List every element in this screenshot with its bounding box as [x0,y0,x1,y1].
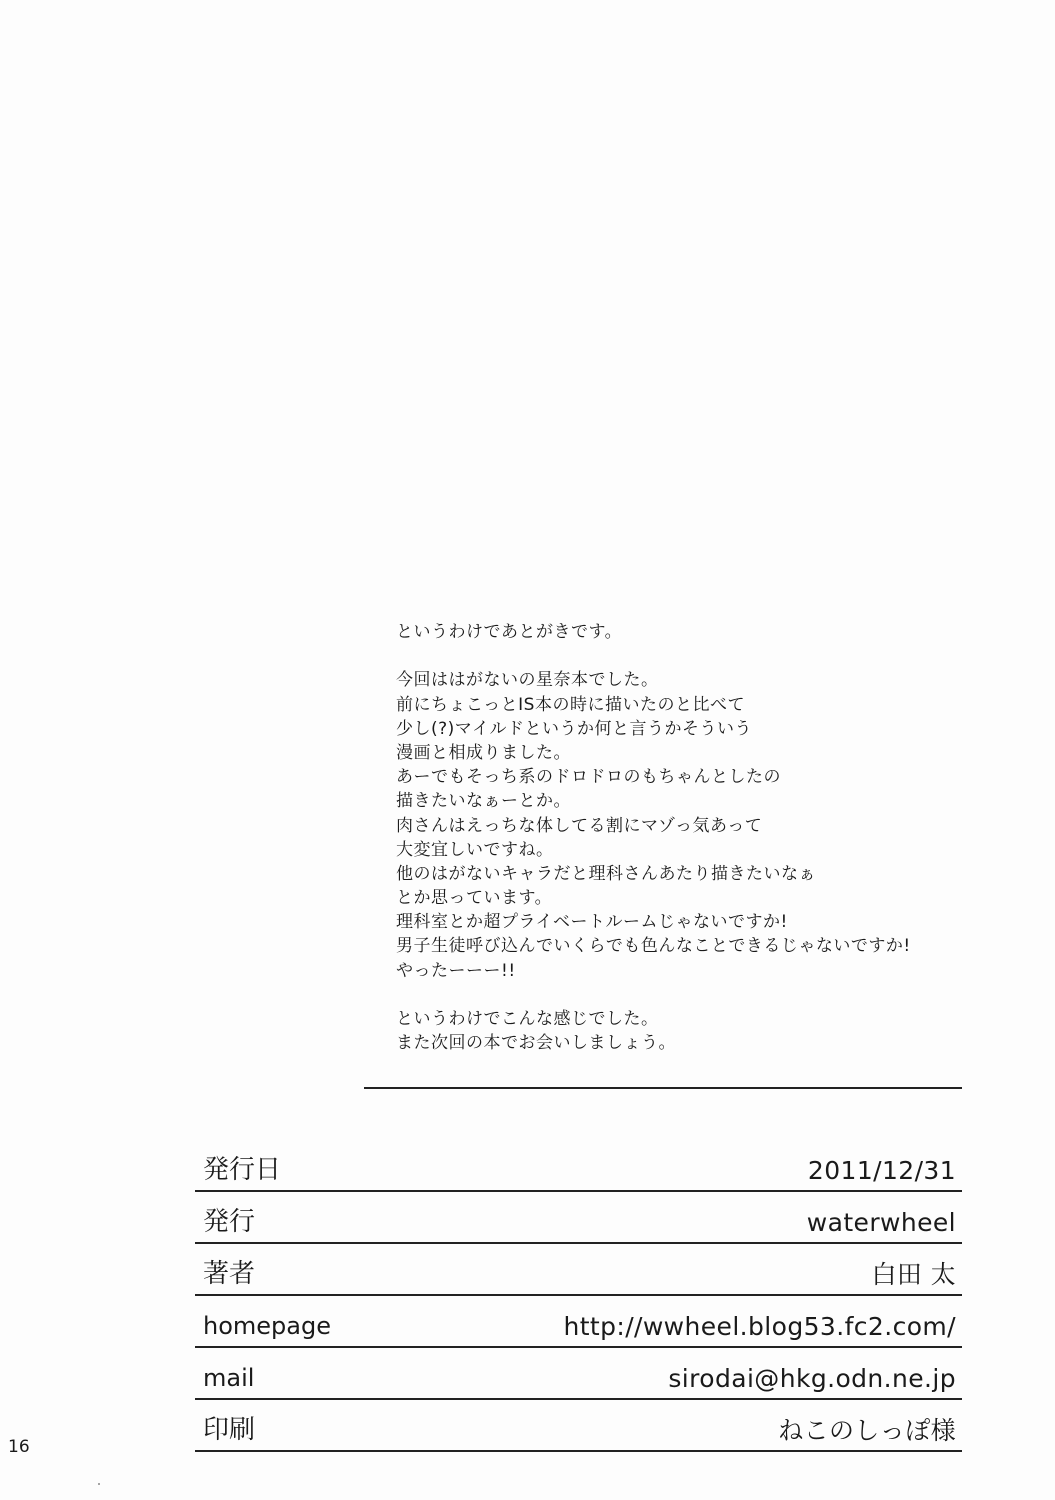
colophon-value: waterwheel [806,1208,956,1237]
afterword-line: 今回ははがないの星奈本でした。 [396,670,659,691]
afterword-line: とか思っています。 [396,888,553,909]
afterword-text [396,620,976,1055]
scan-speck [98,1483,100,1485]
page-number: 16 [8,1437,30,1457]
afterword-line [396,983,976,1007]
colophon-label: 発行 [203,1207,256,1237]
afterword-line: 他のはがないキャラだと理科さんあたり描きたいなぁ [396,863,816,884]
afterword-line: 漫画と相成りました。 [396,742,571,763]
afterword-divider [364,1087,962,1089]
afterword-line: 前にちょこっとIS本の時に描いたのと比べて [396,694,745,715]
colophon-row-issue-date [195,1142,962,1192]
afterword-line: 肉さんはえっちな体してる割にマゾっ気あって [396,815,763,836]
colophon-value: 白田 太 [871,1260,956,1289]
afterword-line: 理科室とか超プライベートルームじゃないですか! [396,912,788,933]
colophon-row-author [195,1246,962,1296]
afterword-line: 少し(?)マイルドというか何と言うかそういう [396,718,752,739]
colophon-row-mail [195,1350,962,1400]
colophon-label: 発行日 [203,1155,282,1185]
colophon-row-publisher [195,1194,962,1244]
colophon-value: ねこのしっぽ様 [778,1416,956,1445]
colophon-label: 著者 [203,1259,256,1289]
colophon-table [195,1142,962,1454]
afterword-line: というわけであとがきです。 [396,622,623,642]
afterword-line: やったーーー!! [396,960,516,981]
colophon-label: mail [203,1364,255,1392]
afterword-line: また次回の本でお会いしましょう。 [396,1033,676,1054]
afterword-line: というわけでこんな感じでした。 [396,1009,659,1029]
homepage-url: http://wwheel.blog53.fc2.com/ [563,1312,956,1341]
colophon-label: 印刷 [203,1415,256,1445]
afterword-line [396,644,976,668]
afterword-line: あーでもそっち系のドロドロのもちゃんとしたの [396,767,781,788]
colophon-row-homepage [195,1298,962,1348]
afterword-line: 大変宜しいですね。 [396,839,554,860]
colophon-label: homepage [203,1312,331,1340]
mail-address: sirodai@hkg.odn.ne.jp [668,1364,956,1393]
colophon-row-printer [195,1402,962,1452]
afterword-line: 男子生徒呼び込んでいくらでも色んなことできるじゃないですか! [396,936,911,957]
afterword-line: 描きたいなぁーとか。 [396,791,571,812]
colophon-value: 2011/12/31 [807,1156,956,1185]
